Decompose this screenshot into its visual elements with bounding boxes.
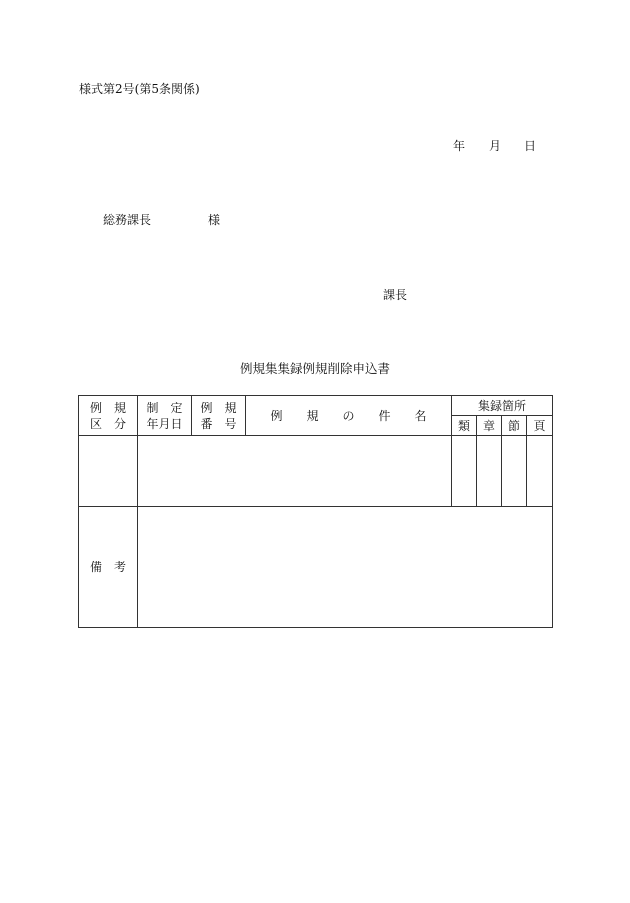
- application-form-table: [78, 395, 553, 628]
- remarks-label: 備 考: [79, 507, 138, 628]
- honorific: 様: [208, 213, 221, 227]
- cell-subject-entry[interactable]: [138, 436, 452, 507]
- header-enacted-date: [138, 396, 192, 436]
- date-day-label: 日: [524, 139, 537, 153]
- header-location: 集録箇所: [452, 396, 553, 416]
- date-month-label: 月: [489, 139, 502, 153]
- header-enacted-line1: 制 定: [146, 400, 183, 415]
- header-class: 類: [452, 416, 477, 436]
- cell-page[interactable]: [527, 436, 553, 507]
- remarks-field[interactable]: [138, 507, 553, 628]
- date-year-label: 年: [453, 139, 466, 153]
- header-category-line1: 例 規: [89, 400, 126, 415]
- sender: 課長: [383, 288, 408, 302]
- form-number: 様式第2号(第5条関係): [79, 82, 200, 96]
- header-number-line1: 例 規: [200, 400, 237, 415]
- cell-chapter[interactable]: [477, 436, 502, 507]
- header-enacted-line2: 年月日: [146, 416, 183, 431]
- header-number-line2: 番 号: [200, 416, 237, 431]
- cell-class[interactable]: [452, 436, 477, 507]
- header-section: 節: [502, 416, 527, 436]
- header-page: 頁: [527, 416, 553, 436]
- addressee: 総務課長: [103, 213, 152, 227]
- header-chapter: 章: [477, 416, 502, 436]
- cell-category[interactable]: [79, 436, 138, 507]
- header-regulation-number: [192, 396, 246, 436]
- cell-section[interactable]: [502, 436, 527, 507]
- header-subject: 例 規 の 件 名: [246, 396, 452, 436]
- header-category-line2: 区 分: [89, 416, 126, 431]
- document-title: 例規集集録例規削除申込書: [239, 361, 390, 376]
- header-category: [79, 396, 138, 436]
